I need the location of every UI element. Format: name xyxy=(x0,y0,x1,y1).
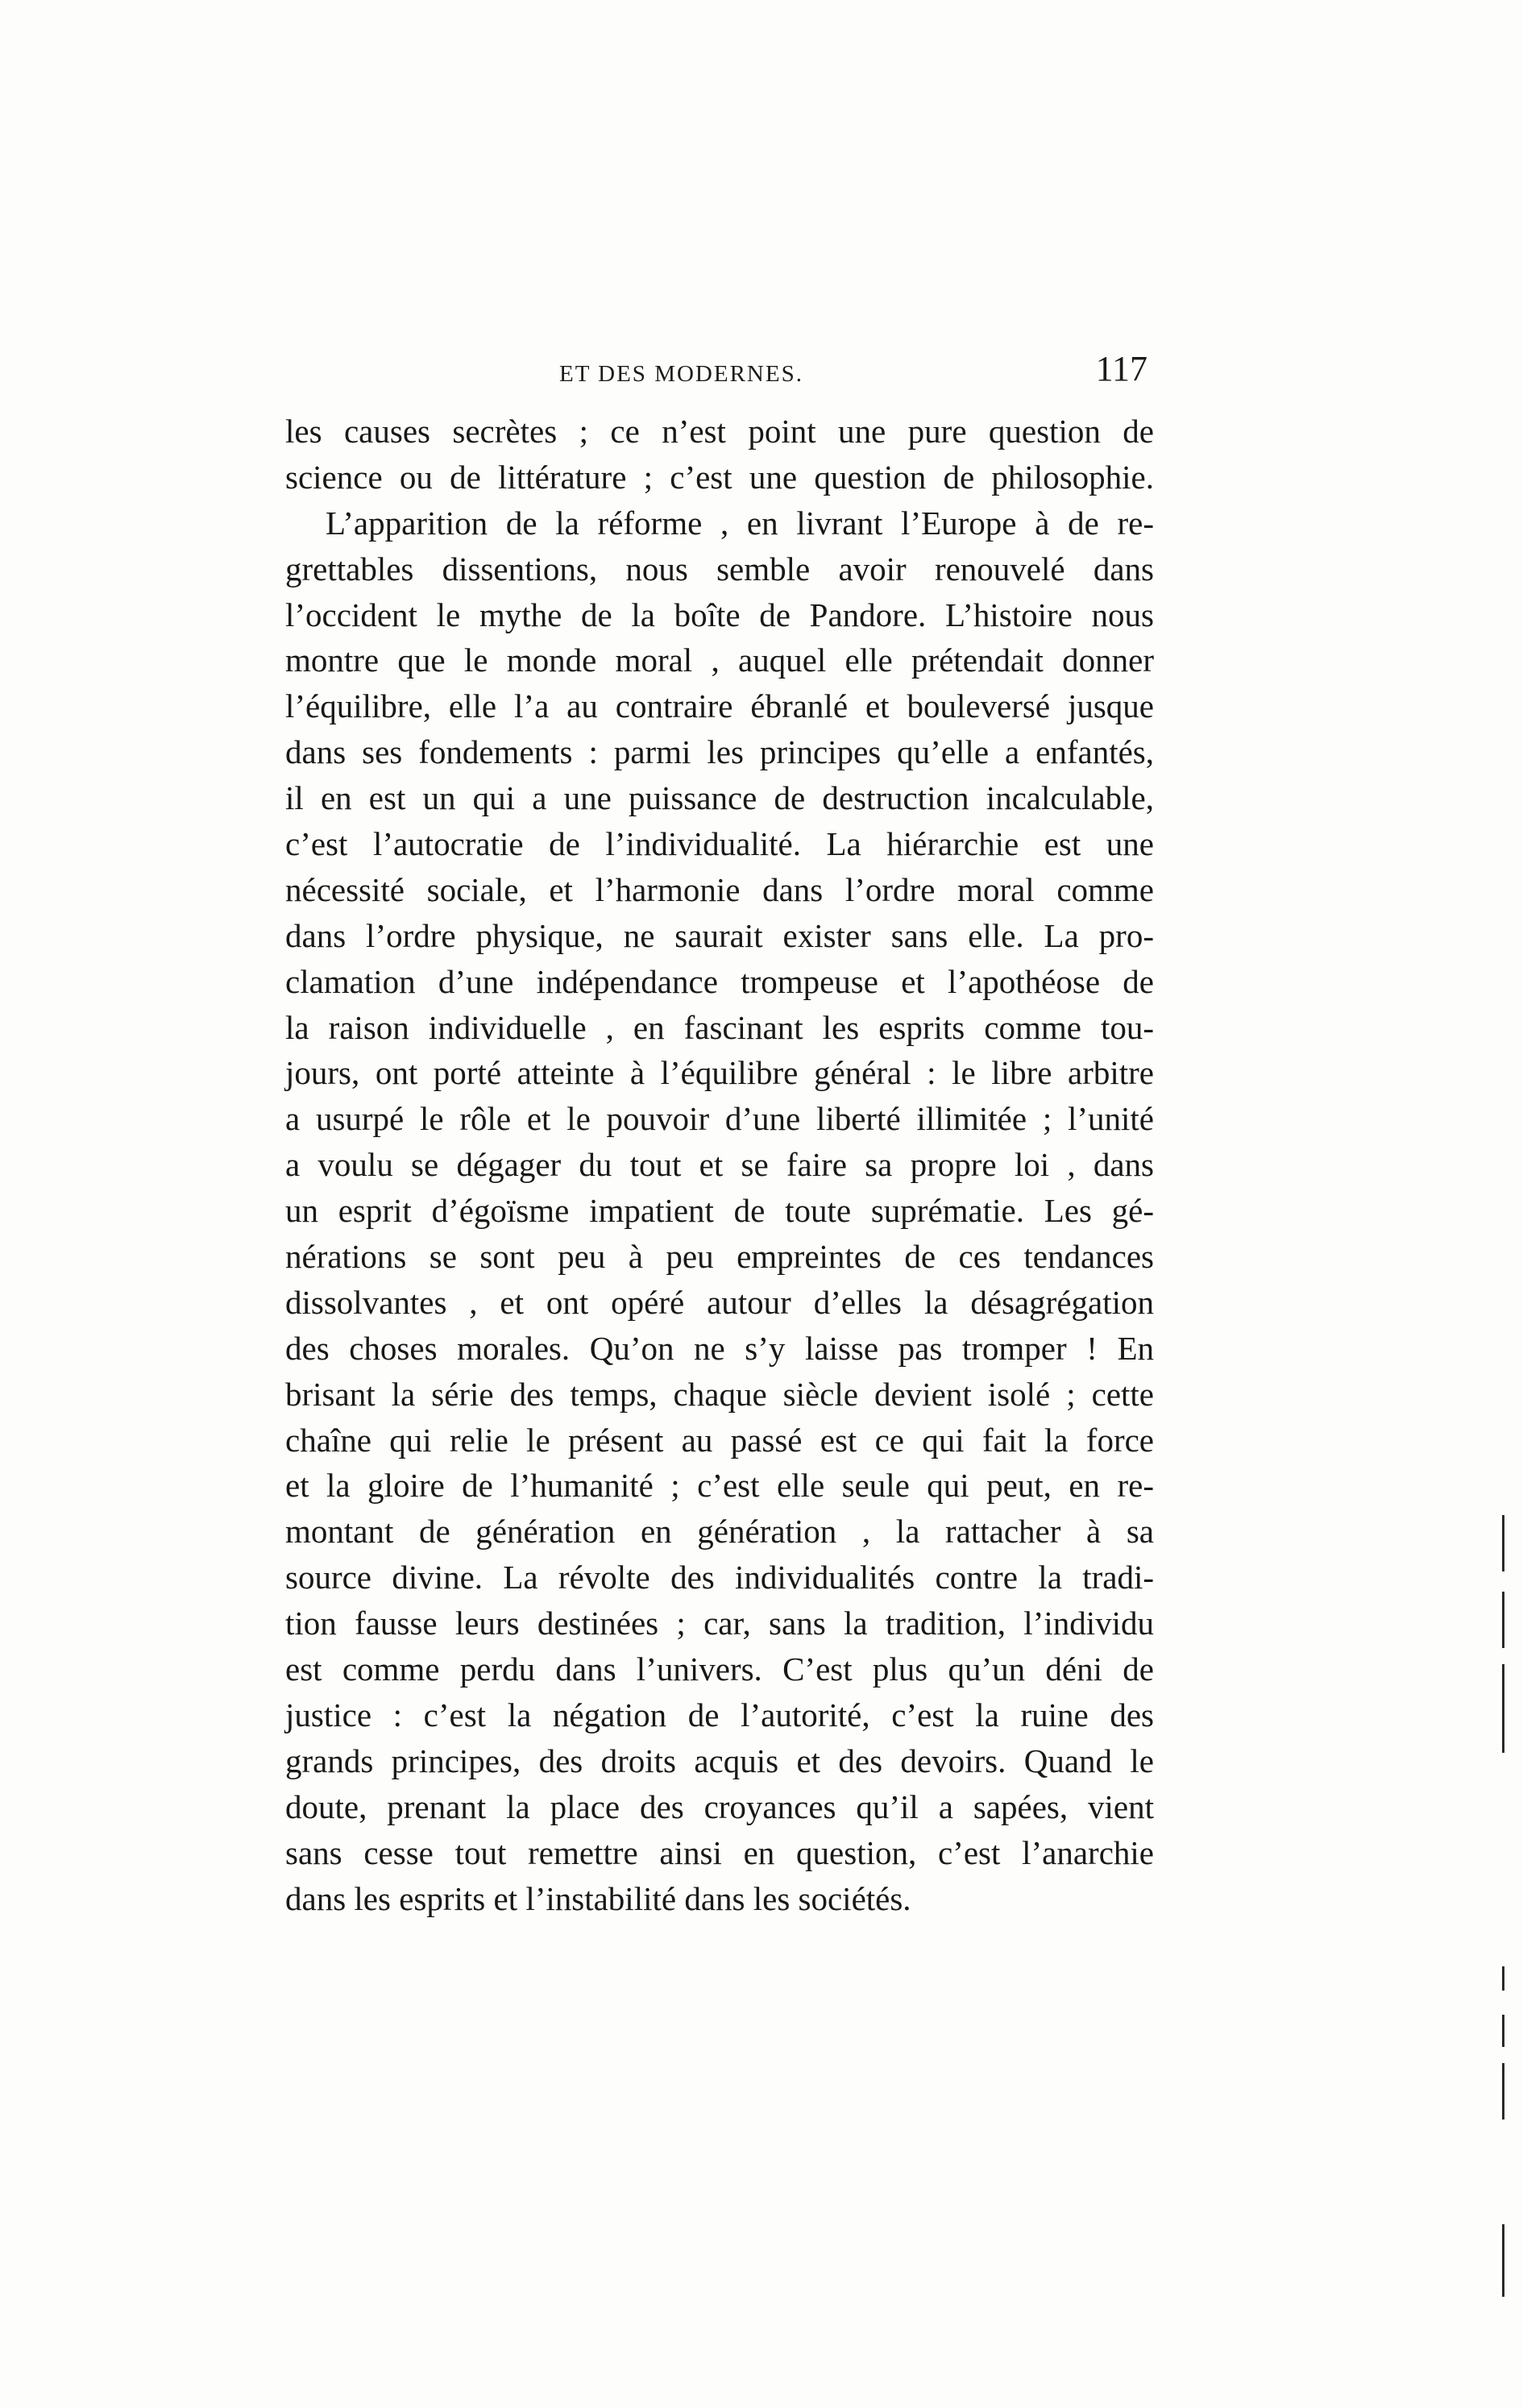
text-line: un esprit d’égoïsme impatient de toute suprématie. Les gé- xyxy=(285,1192,1154,1230)
text-line: grands principes, des droits acquis et des devoirs. Quand le xyxy=(285,1742,1154,1779)
text-line: justice : c’est la négation de l’autorité, c’est la ruine des xyxy=(285,1696,1154,1733)
text-line: a usurpé le rôle et le pouvoir d’une liberté illimitée ; l’unité xyxy=(285,1100,1154,1138)
scan-mark xyxy=(1502,2015,1504,2047)
text-line: sans cesse tout remettre ainsi en question, c’est l’anarchie xyxy=(285,1833,1154,1871)
text-line-last: dans les esprits et l’instabilité dans les sociétés. xyxy=(285,1879,911,1917)
scan-mark xyxy=(1502,2224,1504,2297)
text-line: l’occident le mythe de la boîte de Pandore. L’histoire nous xyxy=(285,596,1154,633)
body-text xyxy=(285,409,1154,1921)
text-line: doute, prenant la place des croyances qu’il a sapées, vient xyxy=(285,1787,1154,1825)
text-line: il en est un qui a une puissance de destruction incalculable, xyxy=(285,779,1154,817)
text-line: des choses morales. Qu’on ne s’y laisse pas tromper ! En xyxy=(285,1329,1154,1367)
text-line: la raison individuelle , en fascinant les esprits comme tou- xyxy=(285,1008,1154,1046)
text-line: brisant la série des temps, chaque siècle devient isolé ; cette xyxy=(285,1375,1154,1413)
text-line: nérations se sont peu à peu empreintes de ces tendances xyxy=(285,1238,1154,1276)
text-line: les causes secrètes ; ce n’est point une pure question de xyxy=(285,413,1154,450)
running-head xyxy=(285,348,1156,396)
scan-mark xyxy=(1502,1664,1504,1753)
text-line: chaîne qui relie le présent au passé est ce qui fait la force xyxy=(285,1421,1154,1459)
page-number: 117 xyxy=(1095,349,1147,388)
scan-mark xyxy=(1502,2063,1504,2119)
text-line: et la gloire de l’humanité ; c’est elle seule qui peut, en re- xyxy=(285,1467,1154,1505)
text-line: montant de génération en génération , la rattacher à sa xyxy=(285,1513,1154,1551)
text-line: l’équilibre, elle l’a au contraire ébranlé et bouleversé jusque xyxy=(285,687,1154,725)
text-line: montre que le monde moral , auquel elle prétendait donner xyxy=(285,641,1154,679)
text-line: tion fausse leurs destinées ; car, sans la tradition, l’individu xyxy=(285,1605,1154,1642)
running-title: ET DES MODERNES. xyxy=(559,361,803,387)
scan-margin-marks xyxy=(1502,1515,1507,2321)
text-line: dissolvantes , et ont opéré autour d’elles la désagrégation xyxy=(285,1283,1154,1321)
text-line: jours, ont porté atteinte à l’équilibre général : le libre arbitre xyxy=(285,1054,1154,1092)
text-line: c’est l’autocratie de l’individualité. La hiérarchie est une xyxy=(285,825,1154,863)
scan-mark xyxy=(1502,1515,1504,1571)
text-line: nécessité sociale, et l’harmonie dans l’ordre moral comme xyxy=(285,870,1154,908)
scan-mark xyxy=(1502,1592,1504,1648)
text-line: science ou de littérature ; c’est une question de philosophie. xyxy=(285,458,1154,496)
text-line: a voulu se dégager du tout et se faire sa propre loi , dans xyxy=(285,1146,1154,1184)
text-line: grettables dissentions, nous semble avoir renouvelé dans xyxy=(285,550,1154,587)
scan-mark xyxy=(1502,1966,1504,1991)
text-line: L’apparition de la réforme , en livrant l’Europe à de re- xyxy=(326,504,1154,542)
text-line: dans ses fondements : parmi les principes qu’elle a enfantés, xyxy=(285,733,1154,771)
text-line: source divine. La révolte des individualités contre la tradi- xyxy=(285,1559,1154,1596)
text-line: clamation d’une indépendance trompeuse et l’apothéose de xyxy=(285,962,1154,1000)
text-line: dans l’ordre physique, ne saurait exister sans elle. La pro- xyxy=(285,916,1154,954)
text-line: est comme perdu dans l’univers. C’est plus qu’un déni de xyxy=(285,1650,1154,1688)
